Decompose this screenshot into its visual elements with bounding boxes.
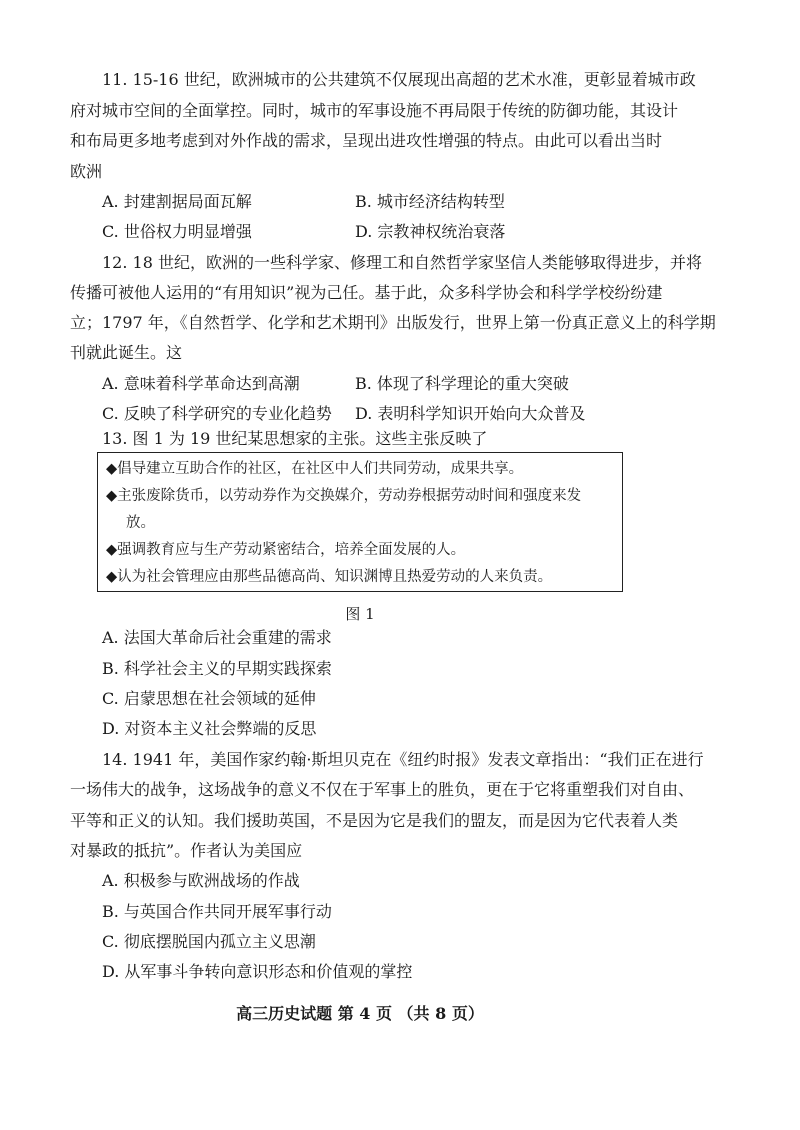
q11-line-2: 府对城市空间的全面掌控。同时，城市的军事设施不再局限于传统的防御功能，其设计 [70, 101, 679, 120]
q13-option-b: B. 科学社会主义的早期实践探索 [102, 659, 332, 678]
q14-line-4: 对暴政的抵抗”。作者认为美国应 [70, 841, 303, 860]
q11-option-a: A. 封建割据局面瓦解 [102, 192, 252, 211]
figure-1-item-1: ◆倡导建立互助合作的社区，在社区中人们共同劳动，成果共享。 [106, 461, 524, 477]
q11-line-4: 欧洲 [70, 162, 103, 181]
q11-line-3: 和布局更多地考虑到对外作战的需求，呈现出进攻性增强的特点。由此可以看出当时 [70, 131, 663, 150]
q11-option-d: D. 宗教神权统治衰落 [355, 222, 506, 241]
q12-option-c: C. 反映了科学研究的专业化趋势 [102, 404, 332, 423]
figure-1-item-3: ◆强调教育应与生产劳动紧密结合，培养全面发展的人。 [106, 542, 466, 558]
q12-line-4: 刊就此诞生。这 [70, 343, 183, 362]
q14-line-1: 14. 1941 年，美国作家约翰·斯坦贝克在《纽约时报》发表文章指出：“我们正在进行 [102, 750, 704, 769]
q14-option-a: A. 积极参与欧洲战场的作战 [102, 871, 300, 890]
q14-option-d: D. 从军事斗争转向意识形态和价值观的掌控 [102, 962, 413, 981]
q12-line-1: 12. 18 世纪，欧洲的一些科学家、修理工和自然哲学家坚信人类能够取得进步，并将 [102, 253, 702, 272]
figure-1-box [97, 452, 623, 592]
q11-option-b: B. 城市经济结构转型 [355, 192, 505, 211]
q13-stem: 13. 图 1 为 19 世纪某思想家的主张。这些主张反映了 [102, 429, 488, 448]
q11-option-c: C. 世俗权力明显增强 [102, 222, 252, 241]
q12-option-d: D. 表明科学知识开始向大众普及 [355, 404, 586, 423]
q14-option-b: B. 与英国合作共同开展军事行动 [102, 902, 332, 921]
q13-option-d: D. 对资本主义社会弊端的反思 [102, 719, 317, 738]
q12-option-a: A. 意味着科学革命达到高潮 [102, 374, 300, 393]
q12-line-2: 传播可被他人运用的“有用知识”视为己任。基于此，众多科学协会和科学学校纷纷建 [70, 283, 663, 302]
q13-option-a: A. 法国大革命后社会重建的需求 [102, 628, 332, 647]
figure-1-item-2-cont: 放。 [126, 515, 155, 531]
figure-1-item-4: ◆认为社会管理应由那些品德高尚、知识渊博且热爱劳动的人来负责。 [106, 569, 553, 585]
q12-line-3: 立；1797 年，《自然哲学、化学和艺术期刊》出版发行，世界上第一份真正意义上的科学期 [70, 313, 716, 332]
page-footer: 高三历史试题 第 4 页 （共 8 页） [236, 1004, 484, 1023]
q13-option-c: C. 启蒙思想在社会领域的延伸 [102, 689, 316, 708]
figure-1-caption: 图 1 [345, 605, 375, 623]
q12-option-b: B. 体现了科学理论的重大突破 [355, 374, 569, 393]
figure-1-item-2: ◆主张废除货币，以劳动券作为交换媒介，劳动券根据劳动时间和强度来发 [106, 488, 582, 504]
q11-line-1: 11. 15-16 世纪，欧洲城市的公共建筑不仅展现出高超的艺术水准，更彰显着城市政 [102, 70, 696, 89]
q14-line-3: 平等和正义的认知。我们援助英国，不是因为它是我们的盟友，而是因为它代表着人类 [70, 811, 679, 830]
q14-option-c: C. 彻底摆脱国内孤立主义思潮 [102, 932, 316, 951]
q14-line-2: 一场伟大的战争，这场战争的意义不仅在于军事上的胜负，更在于它将重塑我们对自由、 [70, 780, 695, 799]
